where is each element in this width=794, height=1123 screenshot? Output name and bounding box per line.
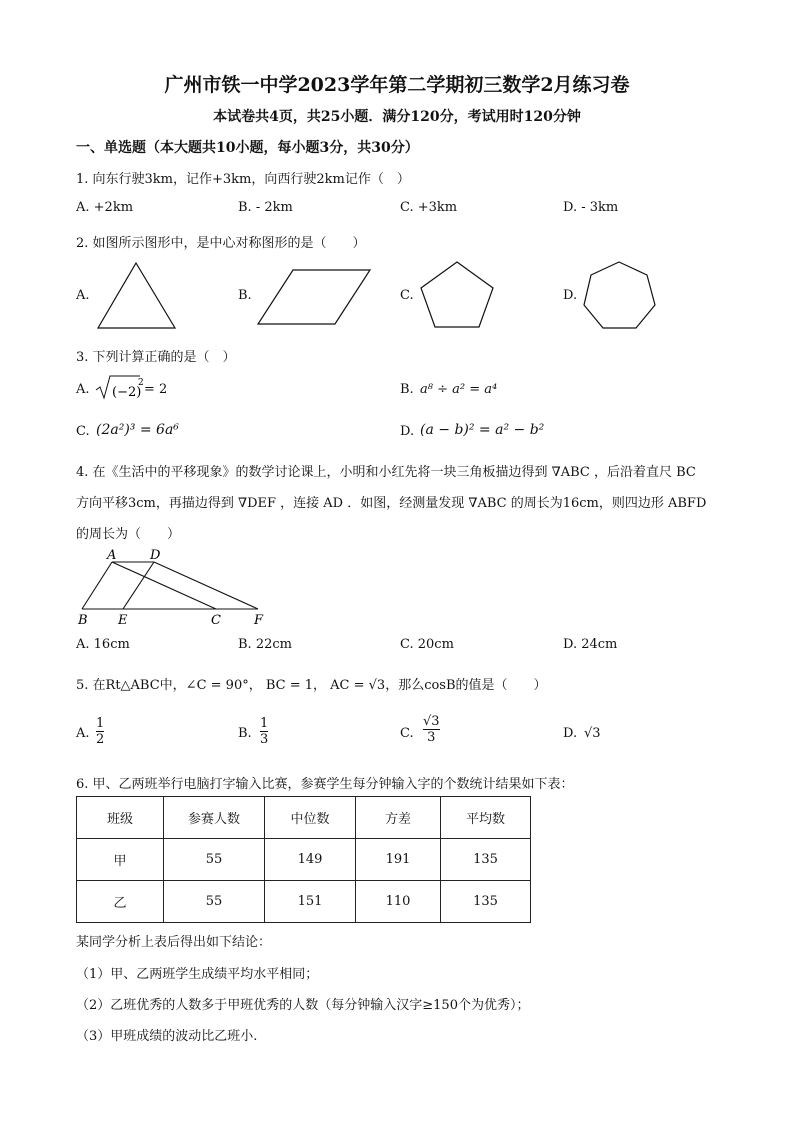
table-cell: 55 [164,839,265,881]
table-cell: 110 [356,881,441,923]
table-header-row [77,797,531,839]
q5-a-denominator: 2 [96,732,105,747]
q3-label-a: A. [76,382,90,397]
q1-option-b: B. - 2km [238,200,293,215]
table-header-cell: 方差 [356,797,441,839]
q5-d-value: √3 [584,726,601,741]
q6-intro: 某同学分析上表后得出如下结论： [76,935,272,950]
table-cell: 乙 [77,881,164,923]
table-cell: 135 [441,839,531,881]
q1-option-c: C. +3km [400,200,458,215]
table-header-cell: 参赛人数 [164,797,265,839]
q3-label-c: C. [76,424,90,439]
q5-b-fraction [260,716,268,747]
q4-option-a: A. 16cm [76,637,130,652]
table-cell: 135 [441,881,531,923]
section-heading: 一、单选题（本大题共10小题，每小题3分，共30分） [76,140,419,156]
point-c-label: C [211,613,221,628]
q3-c-expression: (2a²)³ = 6a⁶ [96,422,179,438]
q5-c-denominator: 3 [427,730,436,745]
q4-translation-figure [70,540,280,630]
q4-option-b: B. 22cm [238,637,292,652]
q2-label-a: A. [76,288,90,303]
point-b-label: B [78,613,88,628]
triangle-shape [98,263,175,328]
q2-label-c: C. [400,288,414,303]
table-cell: 甲 [77,839,164,881]
q4-option-c: C. 20cm [400,637,454,652]
q3-stem: 3. 下列计算正确的是（ ） [76,350,236,365]
q2-label-b: B. [238,288,252,303]
table-row [77,881,531,923]
q6-conclusion-3: （3）甲班成绩的波动比乙班小. [76,1029,258,1044]
q3-a-rhs: = 2 [144,382,168,397]
q4-option-d: D. 24cm [563,637,618,652]
q3-label-b: B. [400,382,414,397]
parallelogram-shape [258,270,370,324]
point-a-label: A [107,548,117,563]
q5-b-denominator: 3 [260,732,269,747]
q5-c-numerator: √3 [423,714,440,729]
q2-label-d: D. [563,288,578,303]
q5-stem: 5. 在Rt△ABC中，∠C = 90°， BC = 1， AC = √3，那么cosB的值是（ ） [76,678,547,693]
q5-b-numerator: 1 [260,716,269,731]
point-f-label: F [254,613,264,628]
score-stats-table [76,796,531,923]
q1-option-a: A. +2km [76,200,134,215]
pentagon-shape [421,262,493,327]
q3-d-expression: (a − b)² = a² − b² [420,422,545,438]
table-cell: 191 [356,839,441,881]
q5-c-fraction [423,714,440,745]
point-e-label: E [118,613,128,628]
table-header-cell: 中位数 [265,797,356,839]
svg-text:2: 2 [138,378,144,388]
q6-conclusion-1: （1）甲、乙两班学生成绩平均水平相同； [76,967,319,982]
q2-stem: 2. 如图所示图形中，是中心对称图形的是（ ） [76,236,366,251]
point-d-label: D [150,548,161,563]
table-row [77,839,531,881]
table-cell: 55 [164,881,265,923]
heptagon-shape [584,262,655,328]
q1-stem: 1. 向东行驶3km，记作+3km，向西行驶2km记作（ ） [76,172,410,187]
q5-label-a: A. [76,726,90,741]
q4-line-3: 的周长为（ ） [76,527,181,542]
table-header-cell: 平均数 [441,797,531,839]
table-cell: 151 [265,881,356,923]
table-cell: 149 [265,839,356,881]
paper-title: 广州市铁一中学2023学年第二学期初三数学2月练习卷 [164,74,630,96]
q4-line-1: 4. 在《生活中的平移现象》的数学讨论课上，小明和小红先将一块三角板描边得到 ∇ABC ，后沿着直尺 BC [76,465,696,480]
q2-shapes [0,0,794,340]
q5-label-d: D. [563,726,578,741]
q1-option-d: D. - 3km [563,200,619,215]
svg-text:(−2): (−2) [112,385,142,400]
q6-stem: 6. 甲、乙两班举行电脑打字输入比赛，参赛学生每分钟输入字的个数统计结果如下表： [76,777,574,792]
paper-subtitle: 本试卷共4页，共25小题．满分120分，考试用时120分钟 [213,109,581,125]
q6-conclusion-2: （2）乙班优秀的人数多于甲班优秀的人数（每分钟输入汉字≥150个为优秀）； [76,998,530,1013]
q4-line-2: 方向平移3cm，再描边得到 ∇DEF ，连接 AD ．如图，经测量发现 ∇ABC 的周长为16cm，则四边形 ABFD [76,496,707,511]
q3-b-expression: a⁸ ÷ a² = a⁴ [420,382,498,397]
q3-label-d: D. [400,424,415,439]
q5-a-fraction [96,716,104,747]
table-header-cell: 班级 [77,797,164,839]
q5-a-numerator: 1 [96,716,105,731]
q3-a-expression [94,372,144,402]
q5-label-b: B. [238,726,252,741]
q5-label-c: C. [400,726,414,741]
